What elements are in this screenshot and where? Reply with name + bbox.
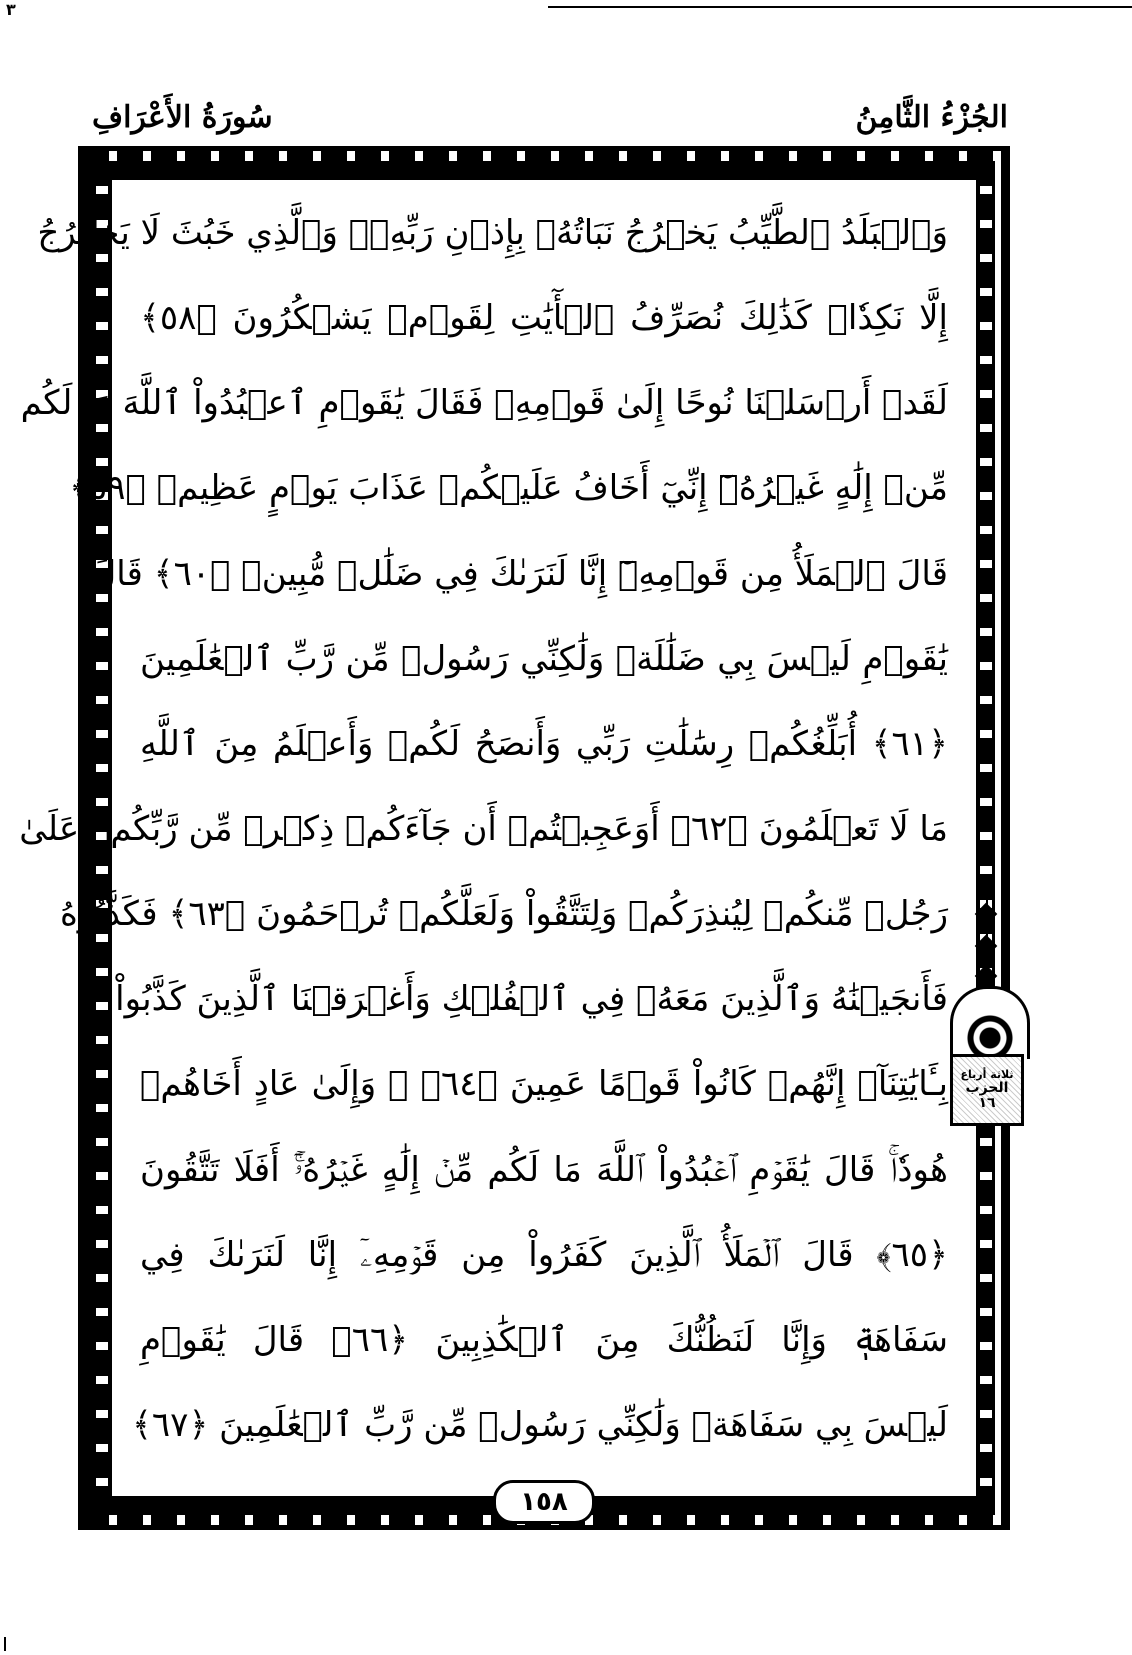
hizb-diamond-icon (975, 903, 998, 926)
verse-line-7: ﴿٦١﴾ أُبَلِّغُكُمۡ رِسَٰلَٰتِ رَبِّي وَأَنصَحُ لَكُمۡ وَأَعۡلَمُ مِنَ ٱللَّهِ (140, 723, 948, 764)
surah-title: سُورَةُ الأَعْرَافِ (92, 100, 273, 135)
verse-line-15: لَيۡسَ بِي سَفَاهَةٞ وَلَٰكِنِّي رَسُولٞ مِّن رَّبِّ ٱلۡعَٰلَمِينَ ﴿٦٧﴾ (131, 1404, 948, 1445)
verse-line-12: هُودٗاۚ قَالَ يَٰقَوۡمِ ٱعۡبُدُواْ ٱللَّهَ مَا لَكُم مِّنۡ إِلَٰهٍ غَيۡرُهُۥٓۚ أَفَلَا تَتَّقُونَ (140, 1149, 948, 1190)
frame-border-pattern (19, 161, 995, 1515)
verse-line-13: ﴿٦٥﴾ قَالَ ٱلۡمَلَأُ ٱلَّذِينَ كَفَرُواْ مِن قَوۡمِهِۦٓ إِنَّا لَنَرَىٰكَ فِي (140, 1234, 948, 1275)
verse-line-4: مِّنۡ إِلَٰهٍ غَيۡرُهُۥٓ إِنِّيٓ أَخَافُ عَلَيۡكُمۡ عَذَابَ يَوۡمٍ عَظِيمٖ ﴿٥٩﴾ (69, 468, 948, 509)
page-number: ١٥٨ (493, 1480, 595, 1524)
hizb-ornament-icon (950, 986, 1030, 1059)
verse-line-11: بِـَٔايَٰتِنَآۚ إِنَّهُمۡ كَانُواْ قَوۡمًا عَمِينَ ﴿٦٤﴾ ۞ وَإِلَىٰ عَادٍ أَخَاهُمۡ (140, 1064, 949, 1105)
hizb-label-quarter: ثلاثة أرباع (960, 1067, 1014, 1081)
verse-line-1: وَٱلۡبَلَدُ ٱلطَّيِّبُ يَخۡرُجُ نَبَاتُهُۥ بِإِذۡنِ رَبِّهِۦۖ وَٱلَّذِي خَبُثَ لَا يَخۡرُجُ (37, 213, 948, 253)
hizb-label-number: ١٦ (978, 1095, 996, 1112)
corner-mark: ٣ (6, 0, 16, 19)
verse-line-2: إِلَّا نَكِدٗاۚ كَذَٰلِكَ نُصَرِّفُ ٱلۡأٓيَٰتِ لِقَوۡمٖ يَشۡكُرُونَ ﴿٥٨﴾ (140, 298, 948, 339)
verse-line-8: مَا لَا تَعۡلَمُونَ ﴿٦٢﴾ أَوَعَجِبۡتُمۡ أَن جَآءَكُمۡ ذِكۡرٞ مِّن رَّبِّكُمۡ عَلَىٰ (19, 808, 948, 849)
verse-line-6: يَٰقَوۡمِ لَيۡسَ بِي ضَلَٰلَةٞ وَلَٰكِنِّي رَسُولٞ مِّن رَّبِّ ٱلۡعَٰلَمِينَ (140, 638, 948, 679)
juz-title: الجُزْءُ الثَّامِنُ (855, 100, 1008, 135)
hizb-label-word: الحزب (965, 1079, 1009, 1096)
hizb-diamond-icon (975, 965, 998, 988)
bottom-edge-mark (4, 1637, 6, 1651)
hizb-marker (944, 876, 1030, 1136)
verse-line-5: قَالَ ٱلۡمَلَأُ مِن قَوۡمِهِۦٓ إِنَّا لَنَرَىٰكَ فِي ضَلَٰلٖ مُّبِينٖ ﴿٦٠﴾ قَالَ (91, 553, 948, 594)
hizb-label-box (950, 1054, 1024, 1126)
hizb-diamond-icon (975, 935, 998, 958)
top-rule (548, 6, 1132, 8)
verse-line-10: فَأَنجَيۡنَٰهُ وَٱلَّذِينَ مَعَهُۥ فِي ٱلۡفُلۡكِ وَأَغۡرَقۡنَا ٱلَّذِينَ كَذَّبُواْ (115, 979, 948, 1020)
verse-line-14: سَفَاهَةٖ وَإِنَّا لَنَظُنُّكَ مِنَ ٱلۡكَٰذِبِينَ ﴿٦٦﴾ قَالَ يَٰقَوۡمِ (140, 1319, 949, 1360)
verse-line-9: رَجُلٖ مِّنكُمۡ لِيُنذِرَكُمۡ وَلِتَتَّقُواْ وَلَعَلَّكُمۡ تُرۡحَمُونَ ﴿٦٣﴾ فَكَذَّبُوهُ (59, 894, 948, 935)
verse-line-3: لَقَدۡ أَرۡسَلۡنَا نُوحًا إِلَىٰ قَوۡمِهِۦ فَقَالَ يَٰقَوۡمِ ٱعۡبُدُواْ ٱللَّهَ مَا لَكُم (20, 383, 948, 424)
page-frame (19, 146, 1010, 1530)
verse-lines (19, 202, 949, 1456)
text-area (19, 176, 980, 1500)
